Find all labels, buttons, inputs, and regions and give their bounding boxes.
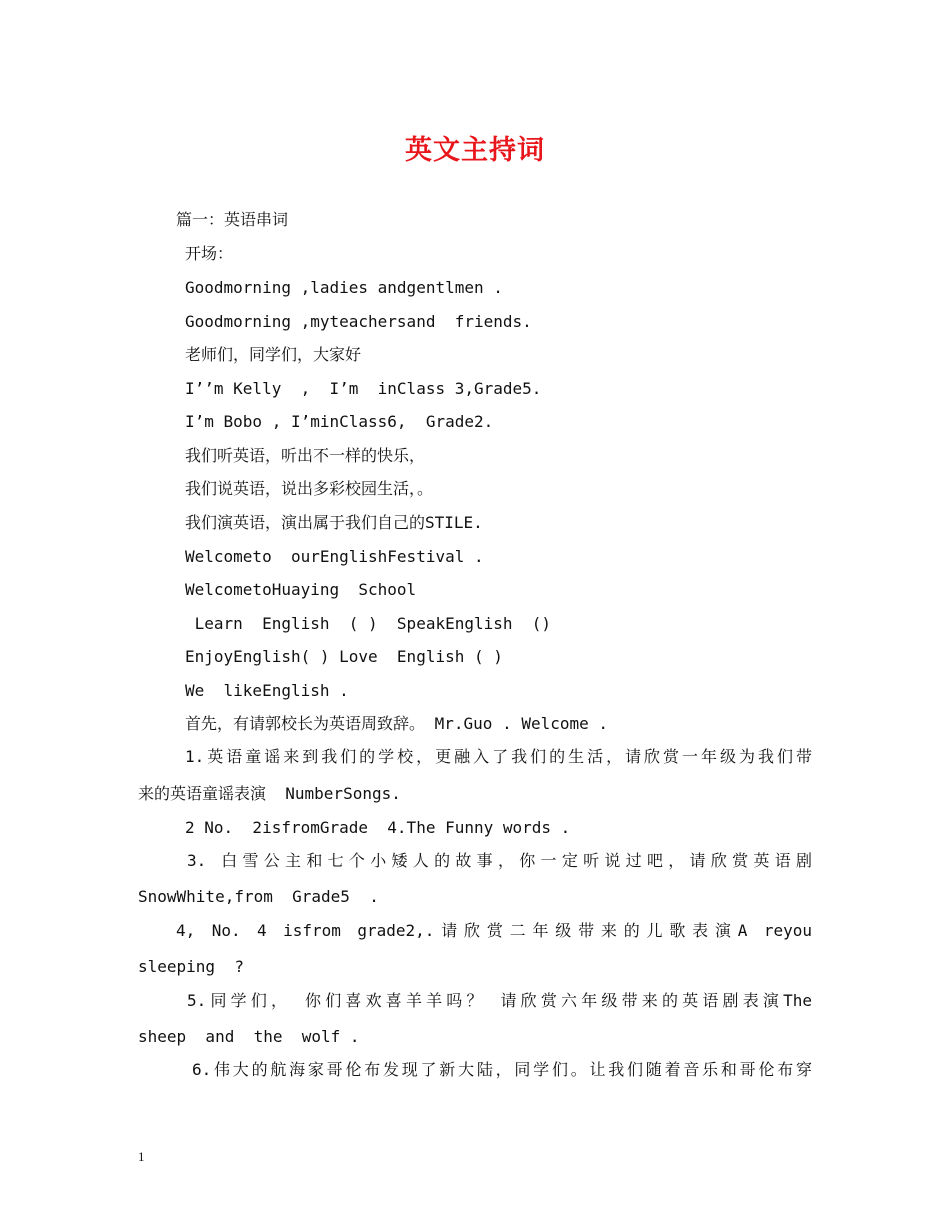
text-line: I’m Bobo , I’minClass6, Grade2.	[185, 412, 494, 431]
page-number: 1	[138, 1149, 145, 1164]
text-line: Welcometo ourEnglishFestival .	[185, 547, 484, 566]
text-line: 开场：	[185, 244, 234, 263]
text-line: 老师们，同学们，大家好	[185, 345, 362, 364]
text-line: 2 No. 2isfromGrade 4.The Funny words .	[185, 818, 571, 837]
text-line: We likeEnglish .	[185, 681, 349, 700]
text-line: 6.伟大的航海家哥伦布发现了新大陆，同学们。让我们随着音乐和哥伦布穿	[192, 1060, 812, 1079]
text-line: 来的英语童谣表演 NumberSongs.	[138, 784, 401, 803]
text-line: 1.英语童谣来到我们的学校，更融入了我们的生活，请欣赏一年级为我们带	[185, 747, 812, 766]
text-line: SnowWhite,from Grade5 .	[138, 887, 379, 906]
text-line: 3. 白雪公主和七个小矮人的故事，你一定听说过吧，请欣赏英语剧	[187, 851, 812, 870]
page-title: 英文主持词	[405, 135, 545, 166]
text-line: WelcometoHuaying School	[185, 580, 417, 599]
text-line: sleeping ?	[138, 957, 244, 976]
text-line: 我们演英语，演出属于我们自己的STILE.	[185, 513, 483, 532]
text-line: EnjoyEnglish( ) Love English ( )	[185, 647, 503, 666]
text-line: Goodmorning ,myteachersand friends.	[185, 312, 532, 331]
text-line: 4, No. 4 isfrom grade2,.请欣赏二年级带来的儿歌表演A reyou	[176, 921, 812, 940]
section-heading: 篇一：英语串词	[176, 210, 289, 229]
text-line: 首先，有请郭校长为英语周致辞。 Mr.Guo . Welcome .	[185, 714, 609, 733]
text-line: Goodmorning ,ladies andgentlmen .	[185, 278, 503, 297]
text-line: 我们听英语，听出不一样的快乐，	[185, 446, 426, 465]
text-line: 我们说英语，说出多彩校园生活，。	[185, 479, 434, 498]
text-line: I’’m Kelly , I’m inClass 3,Grade5.	[185, 379, 542, 398]
text-line: Learn English ( ) SpeakEnglish ()	[185, 614, 552, 633]
text-line: 5.同学们， 你们喜欢喜羊羊吗？ 请欣赏六年级带来的英语剧表演The	[187, 991, 812, 1010]
text-line: sheep and the wolf .	[138, 1027, 360, 1046]
